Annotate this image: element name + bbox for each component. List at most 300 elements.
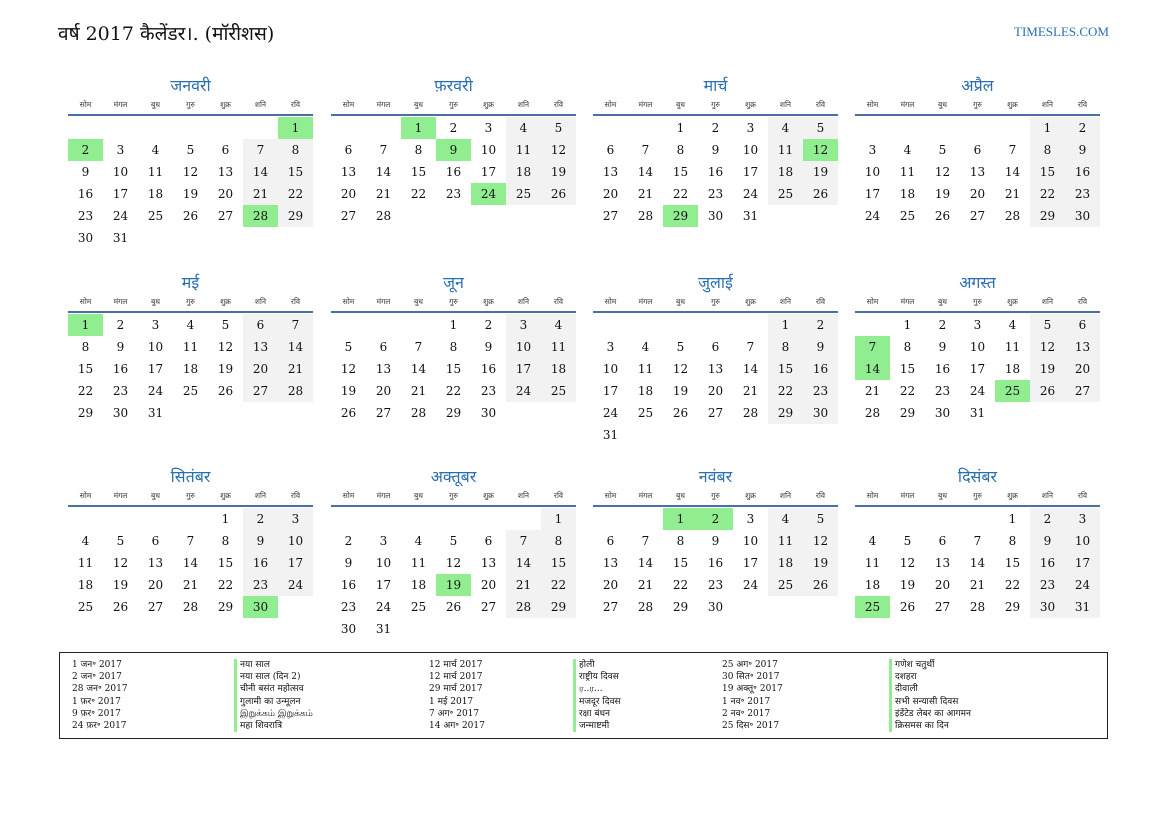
empty-cell [855, 508, 890, 530]
holiday-day-cell: 28 [243, 205, 278, 227]
month-name: मई [181, 273, 200, 292]
day-cell: 13 [602, 165, 619, 179]
day-cell: 4 [186, 318, 195, 332]
day-cell: 6 [606, 534, 615, 548]
holiday-name: नया साल (दिन 2) [234, 671, 313, 683]
day-cell: 8 [1008, 534, 1017, 548]
day-cell: 2 [344, 534, 353, 548]
day-cell: 31 [969, 406, 986, 420]
site-link[interactable]: TIMESLES.COM [1014, 24, 1109, 39]
day-cell: 13 [707, 362, 724, 376]
day-cell: 17 [480, 165, 497, 179]
weekday-label: सोम [604, 491, 617, 500]
day-cell: 13 [243, 336, 278, 358]
day-cell: 20 [340, 187, 357, 201]
day-cell: 4 [506, 117, 541, 139]
weekday-label: शुक्र [1007, 100, 1018, 109]
empty-cell [663, 314, 698, 336]
weekday-label: मंगल [113, 100, 128, 109]
day-cell: 17 [742, 165, 759, 179]
day-cell: 28 [637, 209, 654, 223]
empty-cell [628, 117, 663, 139]
day-cell: 20 [602, 578, 619, 592]
day-cell: 5 [221, 318, 230, 332]
day-cell: 25 [541, 380, 576, 402]
day-cell: 31 [742, 209, 759, 223]
day-grid [593, 314, 838, 446]
month-name: दिसंबर [957, 467, 998, 486]
day-cell: 26 [541, 183, 576, 205]
empty-cell [68, 117, 103, 139]
weekday-label: शुक्र [483, 297, 494, 306]
empty-cell [925, 508, 960, 530]
header-rule [68, 505, 313, 507]
weekday-label: शनि [1041, 100, 1054, 109]
day-cell: 18 [182, 362, 199, 376]
day-cell: 4 [641, 340, 650, 354]
weekday-label: सोम [866, 297, 879, 306]
holiday-name: राष्ट्रीय दिवस [573, 671, 621, 683]
day-cell: 12 [112, 556, 129, 570]
weekday-label: सोम [342, 100, 355, 109]
weekday-header [593, 295, 838, 309]
day-cell: 30 [1065, 205, 1100, 227]
day-cell: 29 [1004, 600, 1021, 614]
day-cell: 17 [278, 552, 313, 574]
weekday-label: बुध [938, 491, 947, 500]
weekday-label: बुध [938, 100, 947, 109]
day-cell: 17 [969, 362, 986, 376]
day-cell: 25 [768, 183, 803, 205]
day-cell: 30 [112, 406, 129, 420]
day-cell: 28 [506, 596, 541, 618]
day-cell: 25 [768, 574, 803, 596]
empty-cell [103, 508, 138, 530]
day-cell: 5 [116, 534, 125, 548]
day-cell: 3 [116, 143, 125, 157]
day-cell: 1 [1008, 512, 1017, 526]
day-cell: 31 [375, 622, 392, 636]
day-cell: 31 [602, 428, 619, 442]
day-cell: 24 [147, 384, 164, 398]
holiday-names-col-3 [889, 659, 971, 732]
day-cell: 2 [1030, 508, 1065, 530]
month-name: जनवरी [170, 76, 211, 95]
day-cell: 7 [414, 340, 423, 354]
header-rule [331, 114, 576, 116]
empty-cell [890, 117, 925, 139]
month-block [855, 271, 1100, 424]
day-cell: 23 [934, 384, 951, 398]
day-cell: 10 [864, 165, 881, 179]
holiday-date: 1 नव॰ 2017 [722, 696, 771, 707]
empty-cell [243, 117, 278, 139]
day-cell: 10 [278, 530, 313, 552]
weekday-label: रवि [815, 100, 826, 109]
holiday-day-cell: 25 [855, 596, 890, 618]
empty-cell [103, 117, 138, 139]
day-cell: 1 [903, 318, 912, 332]
day-cell: 9 [938, 340, 947, 354]
day-cell: 22 [899, 384, 916, 398]
day-cell: 7 [1008, 143, 1017, 157]
day-cell: 10 [742, 534, 759, 548]
day-cell: 14 [182, 556, 199, 570]
day-cell: 27 [602, 600, 619, 614]
holiday-date: 29 मार्च 2017 [429, 684, 483, 695]
day-cell: 26 [445, 600, 462, 614]
day-cell: 29 [1030, 205, 1065, 227]
weekday-label: शुक्र [483, 100, 494, 109]
holiday-name: नया साल [234, 659, 313, 671]
weekday-label: बुध [151, 100, 160, 109]
day-cell: 28 [1004, 209, 1021, 223]
header-rule [331, 505, 576, 507]
holiday-day-cell: 1 [278, 117, 313, 139]
day-cell: 23 [480, 384, 497, 398]
day-cell: 27 [375, 406, 392, 420]
weekday-label: शनि [779, 491, 792, 500]
empty-cell [628, 314, 663, 336]
weekday-label: शनि [254, 491, 267, 500]
weekday-label: बुध [414, 297, 423, 306]
weekday-label: गुरु [973, 100, 982, 109]
holiday-day-cell: 7 [855, 336, 890, 358]
day-cell: 10 [1065, 530, 1100, 552]
day-cell: 29 [217, 600, 234, 614]
day-cell: 17 [375, 578, 392, 592]
day-cell: 12 [899, 556, 916, 570]
holiday-day-cell: 1 [401, 117, 436, 139]
month-block [68, 465, 313, 618]
holiday-day-cell: 12 [803, 139, 838, 161]
weekday-label: रवि [553, 100, 564, 109]
weekday-label: शनि [517, 100, 530, 109]
day-cell: 29 [77, 406, 94, 420]
day-cell: 6 [711, 340, 720, 354]
holiday-name: दशहरा [889, 671, 971, 683]
day-cell: 14 [969, 556, 986, 570]
day-cell: 16 [707, 556, 724, 570]
header-rule [855, 114, 1100, 116]
weekday-label: गुरु [711, 297, 720, 306]
month-name: सितंबर [170, 467, 211, 486]
day-cell: 15 [217, 556, 234, 570]
weekday-label: मंगल [376, 491, 391, 500]
empty-cell [698, 314, 733, 336]
weekday-label: शुक्र [745, 100, 756, 109]
holiday-day-cell: 14 [855, 358, 890, 380]
day-cell: 27 [707, 406, 724, 420]
month-name: अगस्त [959, 273, 996, 292]
empty-cell [331, 117, 366, 139]
day-cell: 8 [81, 340, 90, 354]
holiday-name: जन्माष्टमी [573, 720, 621, 732]
month-block [593, 74, 838, 227]
header-rule [593, 505, 838, 507]
weekday-label: बुध [938, 297, 947, 306]
header-rule [593, 311, 838, 313]
holiday-date: 19 अक्तू॰ 2017 [722, 684, 783, 695]
month-block [331, 271, 576, 424]
day-cell: 28 [637, 600, 654, 614]
day-grid [68, 508, 313, 618]
holiday-name: सभी सन्यासी दिवस [889, 696, 971, 708]
day-cell: 17 [602, 384, 619, 398]
empty-cell [733, 314, 768, 336]
day-cell: 10 [112, 165, 129, 179]
weekday-label: शुक्र [483, 491, 494, 500]
day-cell: 12 [182, 165, 199, 179]
day-cell: 2 [1065, 117, 1100, 139]
weekday-label: सोम [79, 491, 92, 500]
day-cell: 13 [480, 556, 497, 570]
day-cell: 11 [768, 530, 803, 552]
weekday-label: सोम [866, 100, 879, 109]
day-cell: 3 [746, 121, 755, 135]
empty-cell [960, 508, 995, 530]
month-name: अक्तूबर [430, 467, 477, 486]
day-cell: 7 [278, 314, 313, 336]
day-cell: 8 [903, 340, 912, 354]
day-cell: 23 [1065, 183, 1100, 205]
day-cell: 13 [340, 165, 357, 179]
day-cell: 27 [340, 209, 357, 223]
day-cell: 29 [672, 600, 689, 614]
weekday-label: गुरु [186, 100, 195, 109]
month-name: जून [443, 273, 464, 292]
day-cell: 27 [480, 600, 497, 614]
day-cell: 5 [1030, 314, 1065, 336]
day-cell: 19 [217, 362, 234, 376]
month-block [68, 74, 313, 249]
day-cell: 11 [182, 340, 199, 354]
holiday-date: 12 मार्च 2017 [429, 672, 483, 683]
day-cell: 23 [445, 187, 462, 201]
month-name: नवंबर [698, 467, 733, 486]
holiday-date: 1 जन॰ 2017 [72, 660, 122, 670]
weekday-label: सोम [79, 100, 92, 109]
day-cell: 26 [803, 183, 838, 205]
day-cell: 6 [243, 314, 278, 336]
day-cell: 17 [112, 187, 129, 201]
day-cell: 2 [711, 121, 720, 135]
day-cell: 1 [541, 508, 576, 530]
empty-cell [138, 117, 173, 139]
day-cell: 28 [278, 380, 313, 402]
day-cell: 4 [768, 508, 803, 530]
day-cell: 26 [803, 574, 838, 596]
weekday-label: गुरु [449, 297, 458, 306]
weekday-label: शनि [779, 100, 792, 109]
weekday-label: मंगल [113, 297, 128, 306]
empty-cell [331, 508, 366, 530]
weekday-label: शुक्र [745, 491, 756, 500]
day-cell: 8 [1030, 139, 1065, 161]
day-cell: 5 [803, 508, 838, 530]
day-cell: 21 [969, 578, 986, 592]
day-cell: 3 [151, 318, 160, 332]
weekday-label: गुरु [711, 491, 720, 500]
day-cell: 19 [899, 578, 916, 592]
day-grid [855, 508, 1100, 618]
month-name: अप्रैल [961, 76, 994, 95]
holiday-name: क्रिसमस का दिन [889, 720, 971, 732]
day-cell: 29 [768, 402, 803, 424]
day-cell: 15 [541, 552, 576, 574]
weekday-label: रवि [1077, 491, 1088, 500]
day-cell: 24 [864, 209, 881, 223]
day-cell: 20 [602, 187, 619, 201]
day-cell: 13 [375, 362, 392, 376]
empty-cell [173, 508, 208, 530]
day-cell: 16 [707, 165, 724, 179]
weekday-header [331, 295, 576, 309]
weekday-label: सोम [342, 297, 355, 306]
day-cell: 18 [899, 187, 916, 201]
day-cell: 18 [768, 161, 803, 183]
day-cell: 19 [672, 384, 689, 398]
day-cell: 23 [803, 380, 838, 402]
weekday-label: सोम [604, 297, 617, 306]
day-grid [593, 508, 838, 618]
empty-cell [593, 117, 628, 139]
holiday-date: 1 मई 2017 [429, 696, 474, 707]
weekday-label: शुक्र [220, 297, 231, 306]
weekday-label: बुध [151, 297, 160, 306]
day-cell: 11 [147, 165, 164, 179]
day-cell: 21 [182, 578, 199, 592]
day-cell: 2 [243, 508, 278, 530]
holiday-dates-col-3 [722, 659, 783, 732]
day-cell: 30 [707, 600, 724, 614]
day-cell: 19 [541, 161, 576, 183]
day-cell: 15 [1030, 161, 1065, 183]
day-cell: 13 [217, 165, 234, 179]
day-grid [855, 117, 1100, 227]
day-cell: 25 [147, 209, 164, 223]
day-cell: 1 [1030, 117, 1065, 139]
day-cell: 11 [768, 139, 803, 161]
day-cell: 15 [672, 165, 689, 179]
holiday-name: होली [573, 659, 621, 671]
day-cell: 4 [868, 534, 877, 548]
day-cell: 3 [973, 318, 982, 332]
day-cell: 9 [711, 143, 720, 157]
day-cell: 30 [707, 209, 724, 223]
day-cell: 18 [1004, 362, 1021, 376]
day-cell: 9 [484, 340, 493, 354]
day-cell: 22 [410, 187, 427, 201]
day-cell: 20 [480, 578, 497, 592]
empty-cell [855, 117, 890, 139]
holiday-name: गुलामी का उन्मूलन [234, 696, 313, 708]
holiday-date: 1 फ़र॰ 2017 [72, 696, 121, 707]
day-cell: 16 [1065, 161, 1100, 183]
day-cell: 23 [707, 187, 724, 201]
weekday-header [331, 98, 576, 112]
day-cell: 18 [77, 578, 94, 592]
day-cell: 26 [899, 600, 916, 614]
weekday-label: बुध [676, 100, 685, 109]
weekday-label: मंगल [376, 100, 391, 109]
day-cell: 18 [768, 552, 803, 574]
holiday-day-cell: 24 [471, 183, 506, 205]
empty-cell [366, 117, 401, 139]
weekday-label: बुध [414, 491, 423, 500]
day-cell: 15 [1004, 556, 1021, 570]
day-cell: 8 [278, 139, 313, 161]
day-cell: 9 [344, 556, 353, 570]
day-cell: 12 [672, 362, 689, 376]
day-cell: 27 [602, 209, 619, 223]
weekday-label: शनि [254, 100, 267, 109]
day-cell: 10 [969, 340, 986, 354]
day-cell: 26 [112, 600, 129, 614]
day-cell: 8 [541, 530, 576, 552]
header-rule [593, 114, 838, 116]
day-cell: 7 [641, 534, 650, 548]
holiday-name: चीनी बसंत महोत्सव [234, 683, 313, 695]
day-cell: 29 [278, 205, 313, 227]
day-cell: 21 [864, 384, 881, 398]
day-cell: 31 [1065, 596, 1100, 618]
weekday-label: सोम [604, 100, 617, 109]
weekday-label: बुध [151, 491, 160, 500]
day-cell: 21 [278, 358, 313, 380]
day-cell: 6 [221, 143, 230, 157]
day-cell: 22 [672, 578, 689, 592]
day-cell: 10 [147, 340, 164, 354]
day-cell: 12 [1030, 336, 1065, 358]
day-cell: 4 [1008, 318, 1017, 332]
day-cell: 15 [77, 362, 94, 376]
day-cell: 11 [506, 139, 541, 161]
day-cell: 8 [676, 143, 685, 157]
month-block [593, 271, 838, 446]
day-cell: 6 [379, 340, 388, 354]
day-cell: 30 [480, 406, 497, 420]
day-cell: 27 [147, 600, 164, 614]
day-cell: 5 [344, 340, 353, 354]
day-cell: 4 [414, 534, 423, 548]
weekday-label: सोम [342, 491, 355, 500]
day-cell: 6 [151, 534, 160, 548]
day-cell: 30 [934, 406, 951, 420]
day-cell: 12 [541, 139, 576, 161]
empty-cell [628, 508, 663, 530]
day-cell: 20 [375, 384, 392, 398]
day-cell: 6 [1065, 314, 1100, 336]
holiday-name: ர..ர... [573, 683, 621, 695]
day-cell: 23 [340, 600, 357, 614]
weekday-label: रवि [553, 297, 564, 306]
day-cell: 23 [1030, 574, 1065, 596]
holiday-dates-col-1 [72, 659, 128, 732]
day-cell: 15 [768, 358, 803, 380]
holiday-day-cell: 9 [436, 139, 471, 161]
day-cell: 10 [506, 336, 541, 358]
day-cell: 7 [746, 340, 755, 354]
weekday-label: शनि [517, 491, 530, 500]
day-cell: 13 [934, 556, 951, 570]
day-cell: 8 [449, 340, 458, 354]
month-name: फ़रवरी [434, 76, 473, 95]
weekday-label: मंगल [113, 491, 128, 500]
day-cell: 17 [1065, 552, 1100, 574]
weekday-label: शुक्र [220, 100, 231, 109]
empty-cell [173, 117, 208, 139]
